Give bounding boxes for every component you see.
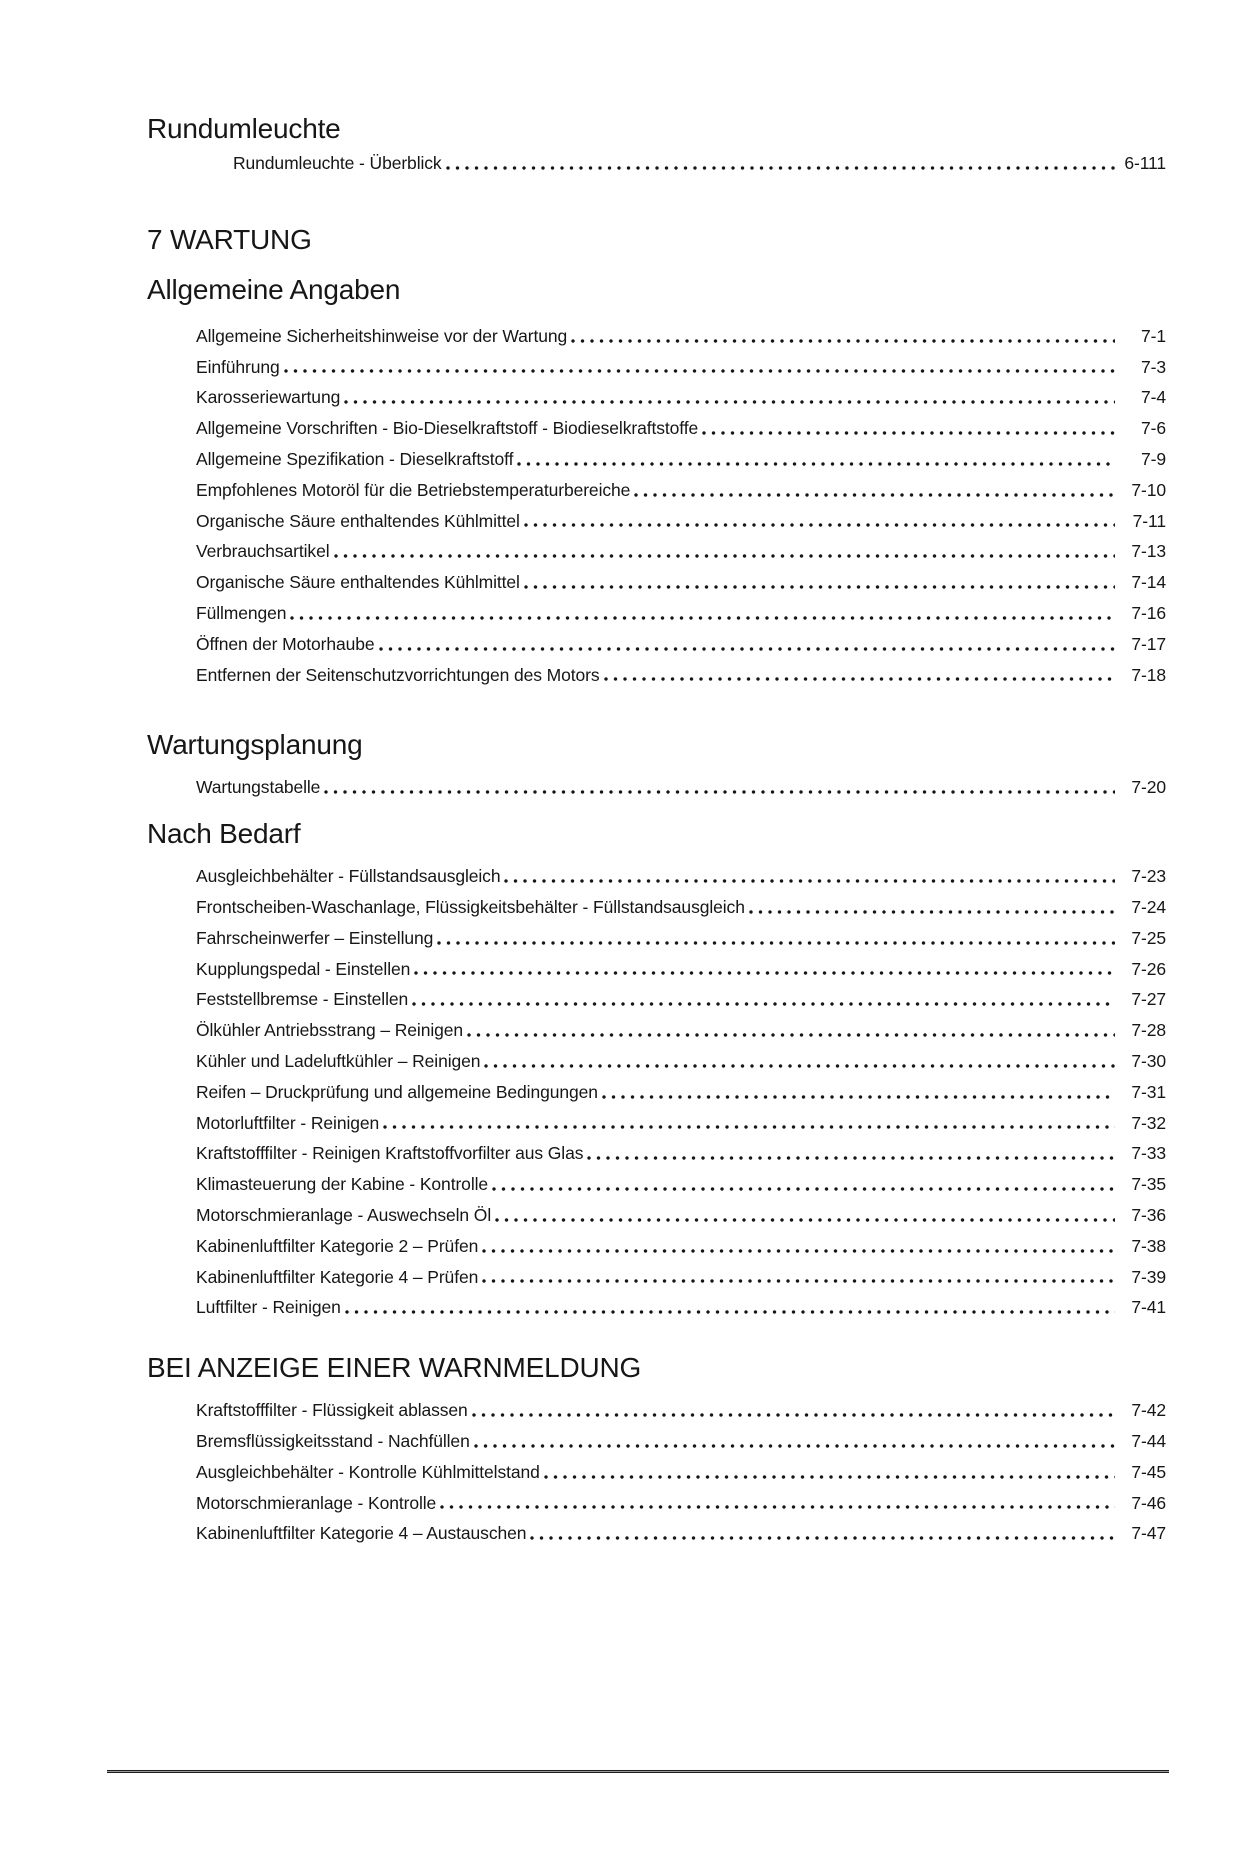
toc-entry-page-number: 7-4 — [1141, 387, 1166, 408]
toc-leader-dots — [284, 369, 1115, 373]
toc-entry-page-number: 7-36 — [1131, 1204, 1166, 1225]
toc-entry — [196, 506, 1166, 537]
toc-entry-list — [196, 148, 1166, 179]
toc-entry-title: Ölkühler Antriebsstrang – Reinigen — [196, 1020, 464, 1041]
toc-entry — [196, 321, 1166, 352]
toc-entry — [196, 1488, 1166, 1519]
toc-entry-page-number: 7-28 — [1131, 1020, 1166, 1041]
toc-leader-dots — [602, 1095, 1115, 1099]
toc-entry-title: Allgemeine Vorschriften - Bio-Dieselkraftstoff - Biodieselkraftstoffe — [196, 418, 699, 439]
toc-entry-page-number: 7-9 — [1141, 448, 1166, 469]
section-heading: Nach Bedarf — [147, 818, 301, 850]
toc-entry-title: Feststellbremse - Einstellen — [196, 989, 409, 1010]
toc-entry-page-number: 7-6 — [1141, 418, 1166, 439]
toc-leader-dots — [530, 1536, 1115, 1540]
toc-leader-dots — [412, 1002, 1115, 1006]
toc-entry-list — [196, 772, 1166, 803]
toc-leader-dots — [290, 616, 1115, 620]
toc-entry — [196, 475, 1166, 506]
toc-entry — [196, 413, 1166, 444]
toc-leader-dots — [467, 1033, 1115, 1037]
footer-rule — [107, 1770, 1169, 1773]
toc-entry-title: Frontscheiben-Waschanlage, Flüssigkeitsbehälter - Füllstandsausgleich — [196, 896, 745, 917]
toc-section — [0, 223, 1241, 257]
toc-leader-dots — [749, 910, 1115, 914]
toc-entry-title: Ausgleichbehälter - Kontrolle Kühlmittelstand — [196, 1461, 540, 1482]
toc-entry-page-number: 7-35 — [1131, 1174, 1166, 1195]
toc-entry-title: Verbrauchsartikel — [196, 541, 330, 562]
toc-entry-title: Klimasteuerung der Kabine - Kontrolle — [196, 1174, 489, 1195]
toc-entry-title: Füllmengen — [196, 602, 287, 623]
toc-entry — [196, 1395, 1166, 1426]
toc-entry-page-number: 7-39 — [1131, 1266, 1166, 1287]
toc-entry-title: Rundumleuchte - Überblick — [233, 153, 442, 173]
toc-entry-list — [196, 1395, 1166, 1549]
section-heading: Wartungsplanung — [147, 729, 363, 761]
toc-entry-page-number: 7-30 — [1131, 1050, 1166, 1071]
toc-entry-page-number: 7-16 — [1131, 602, 1166, 623]
section-heading: Allgemeine Angaben — [147, 273, 401, 305]
toc-entry-title: Ausgleichbehälter - Füllstandsausgleich — [196, 866, 501, 887]
toc-leader-dots — [324, 790, 1115, 794]
toc-entry — [196, 1231, 1166, 1262]
toc-entry-page-number: 7-32 — [1131, 1112, 1166, 1133]
toc-entry — [196, 1518, 1166, 1549]
toc-entry — [196, 382, 1166, 413]
toc-section — [0, 1351, 1241, 1549]
toc-entry-title: Organische Säure enthaltendes Kühlmittel — [196, 572, 520, 593]
toc-entry-page-number: 7-45 — [1131, 1461, 1166, 1482]
toc-entry-title: Motorschmieranlage - Kontrolle — [196, 1492, 437, 1513]
toc-entry-page-number: 7-31 — [1131, 1081, 1166, 1102]
toc-leader-dots — [345, 1310, 1115, 1314]
toc-entry — [196, 1077, 1166, 1108]
toc-entry-page-number: 7-47 — [1131, 1523, 1166, 1544]
toc-entry-title: Fahrscheinwerfer – Einstellung — [196, 927, 434, 948]
toc-leader-dots — [440, 1505, 1115, 1509]
section-heading: 7 WARTUNG — [147, 223, 312, 255]
toc-leader-dots — [414, 971, 1115, 975]
toc-entry — [196, 567, 1166, 598]
toc-entry-title: Kupplungspedal - Einstellen — [196, 958, 411, 979]
toc-entry-title: Kabinenluftfilter Kategorie 4 – Austauschen — [196, 1523, 527, 1544]
toc-entry-page-number: 7-27 — [1131, 989, 1166, 1010]
toc-entry-page-number: 7-13 — [1131, 541, 1166, 562]
toc — [0, 112, 1241, 1549]
toc-entry — [196, 1108, 1166, 1139]
toc-entry — [196, 629, 1166, 660]
toc-leader-dots — [482, 1249, 1115, 1253]
toc-entry-page-number: 7-11 — [1132, 510, 1166, 531]
toc-entry — [196, 1292, 1166, 1323]
toc-entry — [196, 1138, 1166, 1169]
toc-entry — [196, 1426, 1166, 1457]
toc-entry-title: Öffnen der Motorhaube — [196, 633, 375, 654]
toc-entry-title: Reifen – Druckprüfung und allgemeine Bedingungen — [196, 1081, 598, 1102]
toc-entry-page-number: 7-3 — [1141, 356, 1166, 377]
toc-entry — [196, 1457, 1166, 1488]
toc-entry-title: Einführung — [196, 356, 280, 377]
toc-entry — [196, 1046, 1166, 1077]
toc-entry — [196, 660, 1166, 691]
toc-leader-dots — [517, 462, 1115, 466]
toc-leader-dots — [484, 1064, 1115, 1068]
toc-leader-dots — [379, 647, 1115, 651]
toc-entry-page-number: 7-20 — [1131, 777, 1166, 798]
toc-entry-page-number: 7-41 — [1131, 1297, 1166, 1318]
toc-leader-dots — [474, 1444, 1115, 1448]
toc-section — [0, 728, 1241, 803]
toc-entry-page-number: 7-42 — [1131, 1400, 1166, 1421]
toc-entry-title: Kühler und Ladeluftkühler – Reinigen — [196, 1050, 481, 1071]
toc-entry — [196, 923, 1166, 954]
toc-leader-dots — [446, 166, 1115, 170]
section-heading: Rundumleuchte — [147, 113, 341, 144]
toc-entry-page-number: 7-14 — [1131, 572, 1166, 593]
toc-leader-dots — [482, 1279, 1115, 1283]
toc-entry-title: Allgemeine Sicherheitshinweise vor der Wartung — [196, 325, 568, 346]
toc-entry-page-number: 7-26 — [1131, 958, 1166, 979]
toc-leader-dots — [702, 431, 1115, 435]
toc-entry-page-number: 7-10 — [1131, 479, 1166, 500]
toc-leader-dots — [587, 1156, 1115, 1160]
toc-entry-title: Motorluftfilter - Reinigen — [196, 1112, 380, 1133]
toc-entry — [196, 444, 1166, 475]
toc-entry-title: Motorschmieranlage - Auswechseln Öl — [196, 1204, 492, 1225]
toc-leader-dots — [495, 1218, 1115, 1222]
toc-entry-title: Entfernen der Seitenschutzvorrichtungen des Motors — [196, 664, 600, 685]
toc-entry-page-number: 7-44 — [1131, 1430, 1166, 1451]
toc-entry — [196, 536, 1166, 567]
toc-entry — [196, 861, 1166, 892]
toc-entry-title: Allgemeine Spezifikation - Dieselkraftstoff — [196, 448, 514, 469]
toc-page — [0, 112, 1241, 1866]
toc-entry-page-number: 7-1 — [1141, 325, 1166, 346]
toc-leader-dots — [544, 1475, 1115, 1479]
toc-entry — [196, 954, 1166, 985]
toc-entry-title: Wartungstabelle — [196, 777, 321, 798]
toc-entry — [196, 598, 1166, 629]
toc-leader-dots — [383, 1125, 1115, 1129]
toc-section — [0, 817, 1241, 1323]
toc-entry-page-number: 7-25 — [1131, 927, 1166, 948]
toc-leader-dots — [571, 339, 1115, 343]
toc-leader-dots — [437, 941, 1115, 945]
toc-entry-title: Kabinenluftfilter Kategorie 2 – Prüfen — [196, 1235, 479, 1256]
toc-leader-dots — [634, 493, 1115, 497]
toc-entry-list — [196, 321, 1166, 691]
toc-entry-page-number: 7-18 — [1131, 664, 1166, 685]
toc-leader-dots — [492, 1187, 1115, 1191]
toc-entry — [196, 984, 1166, 1015]
toc-entry-page-number: 7-23 — [1131, 866, 1166, 887]
toc-leader-dots — [504, 879, 1115, 883]
toc-entry-title: Kraftstofffilter - Flüssigkeit ablassen — [196, 1400, 468, 1421]
toc-entry — [196, 1262, 1166, 1293]
toc-entry — [196, 1169, 1166, 1200]
toc-leader-dots — [334, 554, 1115, 558]
toc-entry-title: Karosseriewartung — [196, 387, 341, 408]
toc-entry-title: Luftfilter - Reinigen — [196, 1297, 341, 1318]
toc-entry-page-number: 7-33 — [1131, 1143, 1166, 1164]
toc-entry-title: Kraftstofffilter - Reinigen Kraftstoffvorfilter aus Glas — [196, 1143, 584, 1164]
toc-entry — [196, 892, 1166, 923]
toc-leader-dots — [604, 677, 1115, 681]
toc-entry — [196, 772, 1166, 803]
toc-entry-page-number: 7-46 — [1131, 1492, 1166, 1513]
toc-entry-title: Kabinenluftfilter Kategorie 4 – Prüfen — [196, 1266, 479, 1287]
toc-leader-dots — [472, 1413, 1115, 1417]
toc-entry — [233, 148, 1166, 179]
toc-entry-page-number: 7-24 — [1131, 896, 1166, 917]
toc-section — [0, 112, 1241, 179]
toc-entry-list — [196, 861, 1166, 1323]
toc-entry-title: Organische Säure enthaltendes Kühlmittel — [196, 510, 520, 531]
toc-entry — [196, 1015, 1166, 1046]
toc-entry-page-number: 7-38 — [1131, 1235, 1166, 1256]
toc-entry-title: Empfohlenes Motoröl für die Betriebstemperaturbereiche — [196, 479, 631, 500]
toc-entry-title: Bremsflüssigkeitsstand - Nachfüllen — [196, 1430, 470, 1451]
toc-leader-dots — [344, 400, 1115, 404]
toc-entry-page-number: 7-17 — [1131, 633, 1166, 654]
toc-entry-page-number: 6-111 — [1124, 153, 1166, 173]
toc-leader-dots — [524, 585, 1115, 589]
section-heading: BEI ANZEIGE EINER WARNMELDUNG — [147, 1352, 642, 1384]
toc-entry — [196, 352, 1166, 383]
toc-section — [0, 273, 1241, 691]
toc-entry — [196, 1200, 1166, 1231]
toc-leader-dots — [524, 523, 1115, 527]
